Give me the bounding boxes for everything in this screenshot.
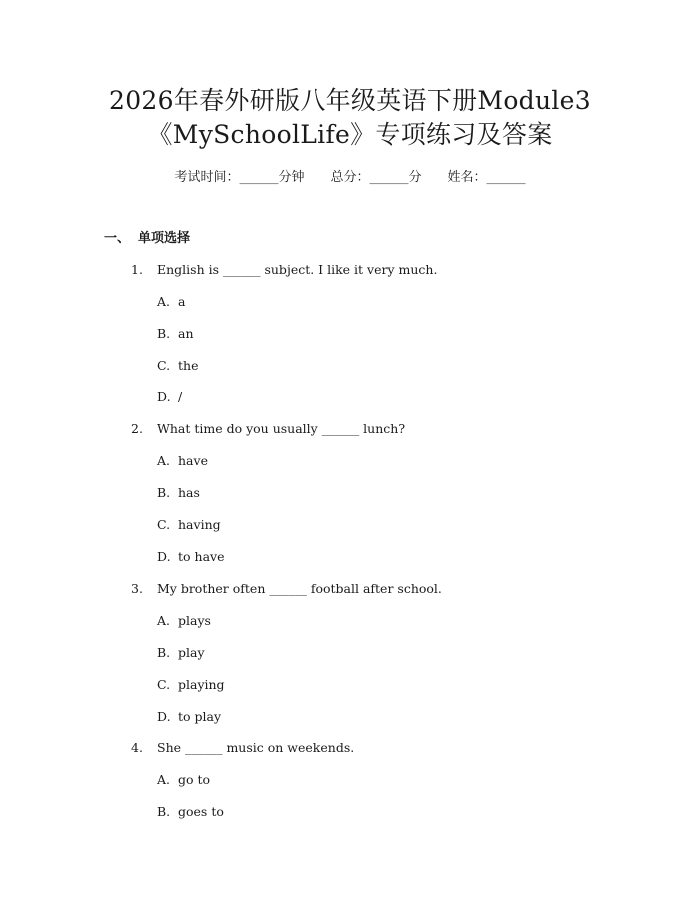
question-4 [131, 738, 354, 758]
document-title-line2: 《MySchoolLife》专项练习及答案 [147, 120, 553, 149]
q2-option-d: D. to have [157, 549, 225, 564]
question-number: 2. [131, 421, 143, 436]
q1-option-c: C. the [157, 358, 199, 373]
q1-option-a: A. a [157, 294, 186, 309]
exam-info [0, 168, 700, 188]
question-text: What time do you usually ______ lunch? [157, 421, 406, 436]
q4-option-b: B. goes to [157, 804, 224, 819]
section-number: 一、 [104, 231, 131, 246]
question-1 [131, 260, 437, 280]
question-text: English is ______ subject. I like it very much. [157, 262, 438, 277]
question-3 [131, 579, 442, 599]
q3-option-a: A. plays [157, 613, 211, 628]
question-text: She ______ music on weekends. [157, 740, 355, 755]
q3-option-b: B. play [157, 645, 205, 660]
q2-option-a: A. have [157, 453, 208, 468]
q2-option-b: B. has [157, 485, 200, 500]
question-number: 4. [131, 740, 143, 755]
exam-time: 考试时间：______分钟 [174, 170, 305, 185]
student-name: 姓名：______ [447, 170, 526, 185]
section-title: 单项选择 [138, 231, 191, 246]
q1-option-d: D. / [157, 389, 183, 404]
question-2 [131, 419, 405, 439]
total-score: 总分：______分 [330, 170, 422, 185]
q3-option-d: D. to play [157, 709, 222, 724]
question-text: My brother often ______ football after school. [157, 581, 442, 596]
q2-option-c: C. having [157, 517, 221, 532]
q1-option-b: B. an [157, 326, 194, 341]
section-heading [104, 229, 190, 249]
question-number: 1. [131, 262, 143, 277]
question-number: 3. [131, 581, 143, 596]
q3-option-c: C. playing [157, 677, 225, 692]
document-title-line1: 2026年春外研版八年级英语下册Module3 [109, 86, 591, 115]
q4-option-a: A. go to [157, 772, 211, 787]
